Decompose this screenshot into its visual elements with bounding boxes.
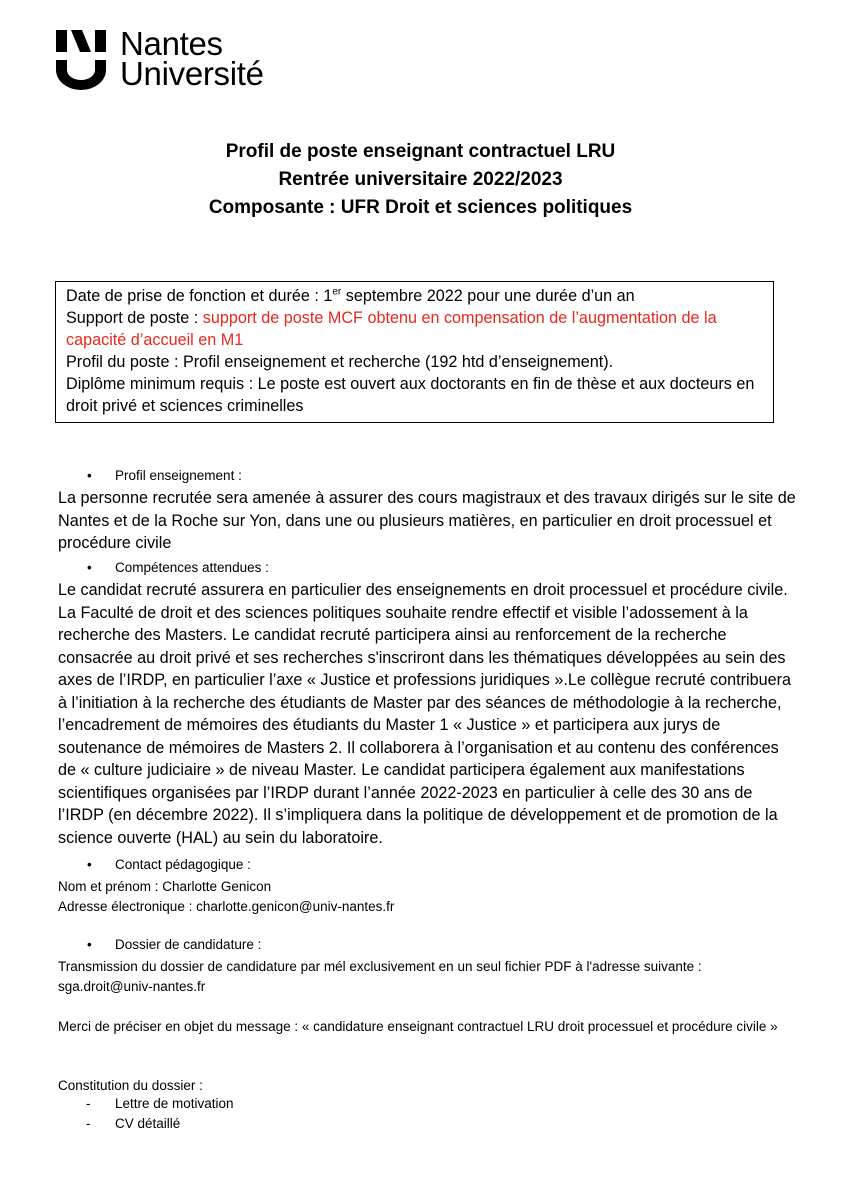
post-summary-box: [55, 281, 774, 423]
date-label: Date de prise de fonction et durée : 1: [66, 287, 333, 305]
profil-line: Profil du poste : Profil enseignement et recherche (192 htd d’enseignement).: [66, 353, 614, 371]
document-title: [0, 138, 841, 222]
date-line: [66, 285, 763, 307]
university-logo: [56, 25, 264, 92]
diplome-line: Diplôme minimum requis : Le poste est ouvert aux doctorants en fin de thèse et aux docteurs en droit privé et sciences criminelles: [66, 375, 755, 415]
title-line-3: Composante : UFR Droit et sciences politiques: [208, 197, 633, 218]
logo-line-2: Université: [120, 55, 264, 92]
dash-glyph: -: [86, 1116, 91, 1131]
enseignement-title: Profil enseignement :: [115, 468, 242, 483]
list-item-label: Lettre de motivation: [115, 1096, 234, 1111]
bullet-competences: [87, 560, 269, 575]
list-item: [86, 1116, 180, 1131]
bullet-dot: •: [87, 560, 92, 575]
date-sup: er: [332, 286, 342, 298]
bullet-contact: [87, 857, 251, 872]
list-item: [86, 1096, 234, 1111]
bullet-dot: •: [87, 937, 92, 952]
objet-text: Merci de préciser en objet du message : « candidature enseignant contractuel LRU droit processuel et procédure civile »: [58, 1019, 778, 1034]
date-rest: septembre 2022 pour une durée d’un an: [341, 287, 635, 305]
bullet-dot: •: [87, 468, 92, 483]
constitution-title: Constitution du dossier :: [58, 1078, 203, 1093]
bullet-enseignement: [87, 468, 242, 483]
support-value: support de poste MCF obtenu en compensation de l’augmentation de la capacité d’accueil en M1: [66, 309, 717, 349]
dossier-title: Dossier de candidature :: [115, 937, 262, 952]
bullet-dossier: [87, 937, 261, 952]
dash-glyph: -: [86, 1096, 91, 1111]
list-item-label: CV détaillé: [115, 1116, 181, 1131]
contact-name: Nom et prénom : Charlotte Genicon: [58, 879, 272, 894]
enseignement-text: La personne recrutée sera amenée à assurer des cours magistraux et des travaux dirigés sur le site de Nantes et de la Roche sur Yon, dans une ou plusieurs matières, en particulier en droit processuel et procédure civile: [58, 489, 796, 552]
competences-title: Compétences attendues :: [115, 560, 269, 575]
support-line: [66, 307, 763, 351]
title-line-1: Profil de poste enseignant contractuel LRU: [225, 141, 616, 162]
dossier-text: Transmission du dossier de candidature par mél exclusivement en un seul fichier PDF à l'adresse suivante : sga.droit@univ-nantes.fr: [58, 959, 702, 994]
contact-title: Contact pédagogique :: [115, 857, 251, 872]
contact-email: Adresse électronique : charlotte.genicon@univ-nantes.fr: [58, 899, 395, 914]
title-line-2: Rentrée universitaire 2022/2023: [278, 169, 563, 190]
competences-text: Le candidat recruté assurera en particulier des enseignements en droit processuel et procédure civile. La Faculté de droit et des sciences politiques souhaite rendre effectif et visible l’adossement à la recherche des Masters. Le candidat recruté participera ainsi au renforcement de la recherche consacrée au droit privé et ses recherches s'inscriront dans les thématiques développées au sein des axes de l’IRDP, en particulier l’axe « Justice et professions juridiques ».Le collègue recruté contribuera à l’initiation à la recherche des étudiants de Master par des séances de méthodologie à la recherche, l’encadrement de mémoires des étudiants du Master 1 « Justice » et participera aux jurys de soutenance de mémoires de Masters 2. Il collaborera à l’organisation et au contenu des conférences de « culture judiciaire » de niveau Master. Le candidat participera également aux manifestations scientifiques organisées par l’IRDP durant l’année 2022-2023 en particulier à celle des 30 ans de l’IRDP (en décembre 2022). Il s’impliquera dans la politique de développement et de promotion de la science ouverte (HAL) au sein du laboratoire.: [58, 581, 792, 847]
nantes-logo-icon: [56, 30, 106, 90]
bullet-dot: •: [87, 857, 92, 872]
support-label: Support de poste :: [66, 309, 203, 327]
logo-line-1: Nantes: [120, 25, 223, 62]
